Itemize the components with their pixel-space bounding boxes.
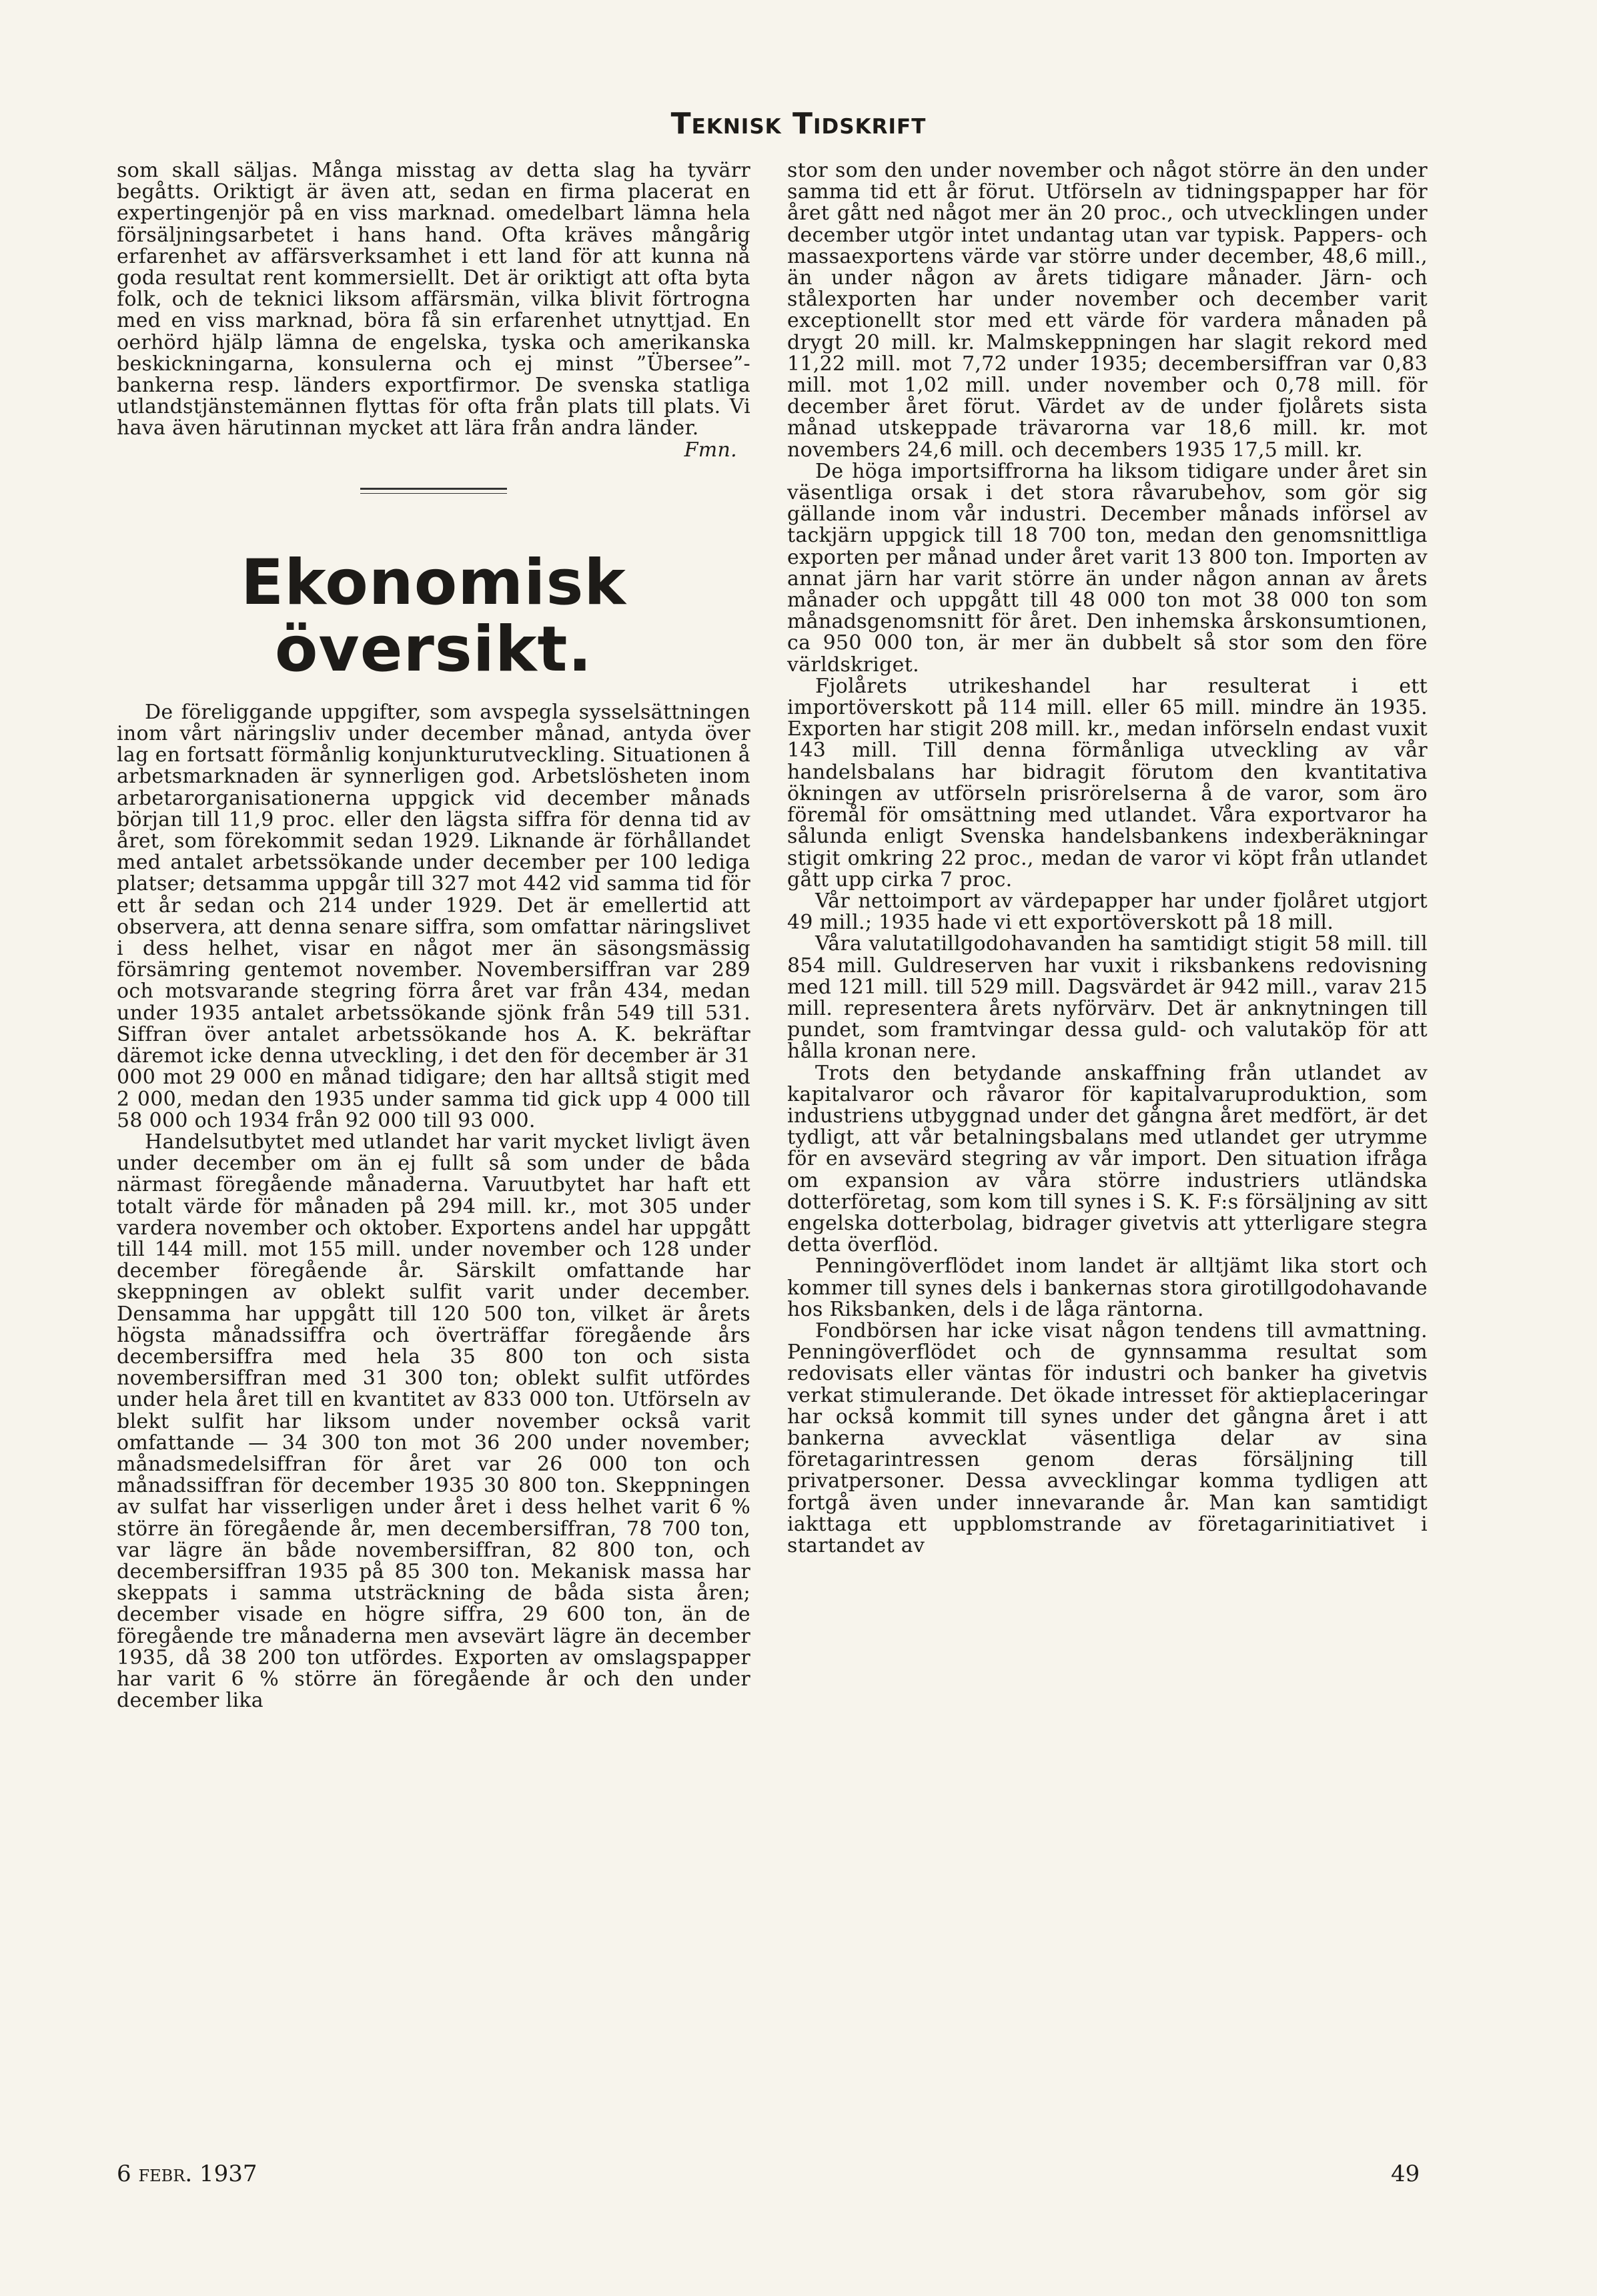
issue-date: 6 febr. 1937 xyxy=(117,2161,257,2187)
article-paragraph: Penningöverflödet inom landet är alltjämt lika stort och kommer till synes dels i bankernas stora girotillgodohavande hos Riksbanken, dels i de låga räntorna. xyxy=(787,1254,1428,1321)
article-paragraph: Trots den betydande anskaffning från utlandet av kapitalvaror och råvaror för kapitalvaruproduktion, som industriens utbyggnad under det gångna året medfört, är det tydligt, att vår betalningsbalans med utlandet ger utrymme för en avsevärd stegring av vår import. Den situation ifråga om expansion av våra större industriers utländska dotterföretag, som kom till synes i S. K. F:s försäljning av sitt engelska dotterbolag, bidrager givetvis att ytterligare stegra detta överflöd. xyxy=(787,1061,1428,1257)
article-paragraph: Handelsutbytet med utlandet har varit mycket livligt även under december om än ej fullt så som under de båda närmast föregående månaderna. Varuutbytet har haft ett totalt värde för månaden på 294 mill. kr., mot 305 under vardera november och oktober. Exportens andel har uppgått till 144 mill. mot 155 mill. under november och 128 under december föregående år. Särskilt omfattande har skeppningen av oblekt sulfit varit under december. Densamma har uppgått till 120 500 ton, vilket är årets högsta månadssiffra och överträffar föregående års decembersiffra med hela 35 800 ton och sista novembersiffran med 31 300 ton; oblekt sulfit utfördes under hela året till en kvantitet av 833 000 ton. Utförseln av blekt sulfit har liksom under november också varit omfattande — 34 300 ton mot 36 200 under november; månadsmedelsiffran för året var 26 000 ton och månadssiffran för december 1935 30 800 ton. Skeppningen av sulfat har visserligen under året i dess helhet varit 6 % större än föregående år, men decembersiffran, 78 700 ton, var lägre än både novembersiffran, 82 800 ton, och decembersiffran 1935 på 85 300 ton. Mekanisk massa har skeppats i samma utsträckning de båda sista åren; december visade en högre siffra, 29 600 ton, än de föregående tre månaderna men avsevärt lägre än december 1935, då 38 200 ton utfördes. Exporten av omslagspapper har varit 6 % större än föregående år och den under december lika xyxy=(117,1130,750,1713)
left-column xyxy=(117,160,750,1711)
article-paragraph: Våra valutatillgodohavanden ha samtidigt stigit 58 mill. till 854 mill. Guldreserven har vuxit i riksbankens redovisning med 121 mill. till 529 mill. Dagsvärdet är 942 mill., varav 215 mill. representera årets nyförvärv. Det är anknytningen till pundet, som framtvingar dessa guld- och valutaköp för att hålla kronan nere. xyxy=(787,932,1428,1064)
page-number: 49 xyxy=(1391,2161,1420,2187)
intro-signature: Fmn. xyxy=(684,438,737,462)
article-paragraph: Vår nettoimport av värdepapper har under fjolåret utgjort 49 mill.; 1935 hade vi ett exportöverskott på 18 mill. xyxy=(787,889,1428,935)
running-title: Teknisk Tidskrift xyxy=(670,107,927,141)
section-title: Ekonomisk översikt. xyxy=(241,546,626,686)
intro-paragraph-text: som skall säljas. Många misstag av detta slag ha tyvärr begåtts. Oriktigt är även att, sedan en firma placerat en expertingenjör på en viss marknad. omedelbart lämna hela försäljningsarbetet i hans hand. Ofta kräves mångårig erfarenhet av affärsverksamhet i ett land för att kunna nå goda resultat rent kommersiellt. Det är oriktigt att ofta byta folk, och de teknici liksom affärsmän, vilka blivit förtrogna med en viss marknad, böra få sin erfarenhet utnyttjad. En oerhörd hjälp lämna de engelska, tyska och amerikanska beskickningarna, konsulerna och ej minst ”Übersee”-bankerna resp. länders exportfirmor. De svenska statliga utlandstjänstemännen flyttas för ofta från plats till plats. Vi hava även härutinnan mycket att lära från andra länder. xyxy=(117,159,750,440)
article-paragraph: De föreliggande uppgifter, som avspegla sysselsättningen inom vårt näringsliv under december månad, antyda över lag en fortsatt förmånlig konjunkturutveckling. Situationen å arbetsmarknaden är synnerligen god. Arbetslösheten inom arbetarorganisationerna uppgick vid december månads början till 11,9 proc. eller den lägsta siffra för denna tid av året, som förekommit sedan 1929. Liknande är förhållandet med antalet arbetssökande under december per 100 lediga platser; detsamma uppgår till 327 mot 442 vid samma tid för ett år sedan och 214 under 1929. Det är emellertid att observera, att denna senare siffra, som omfattar näringslivet i dess helhet, visar en något mer än säsongsmässig försämring gentemot november. Novembersiffran var 289 och motsvarande stegring förra året var från 434, medan under 1935 antalet arbetssökande sjönk från 549 till 531. Siffran över antalet arbetssökande hos A. K. bekräftar däremot icke denna utveckling, i det den för december är 31 000 mot 29 000 en månad tidigare; den har alltså stigit med 2 000, medan den 1935 under samma tid gick upp 4 000 till 58 000 och 1934 från 92 000 till 93 000. xyxy=(117,700,750,1132)
article-paragraph: Fondbörsen har icke visat någon tendens till avmattning. Penningöverflödet och de gynnsamma resultat som redovisats eller väntas för industri och banker ha givetvis verkat stimulerande. Det ökade intresset för aktieplaceringar har också kommit till synes under det gångna året i att bankerna avvecklat väsentliga delar av sina företagarintressen genom deras försäljning till privatpersoner. Dessa avvecklingar komma tydligen att fortgå även under innevarande år. Man kan samtidigt iakttaga ett uppblomstrande av företagarinitiativet i startandet av xyxy=(787,1318,1428,1557)
section-divider xyxy=(360,488,507,494)
intro-paragraph xyxy=(117,159,750,462)
article-paragraph: Fjolårets utrikeshandel har resulterat i ett importöverskott på 114 mill. eller 65 mill. mindre än 1935. Exporten har stigit 208 mill. kr., medan införseln endast vuxit 143 mill. Till denna förmånliga utveckling av vår handelsbalans har bidragit förutom den kvantitativa ökningen av utförseln prisrörelserna å de varor, som äro föremål för omsättning med utlandet. Våra exportvaror ha sålunda enligt Svenska handelsbankens indexberäkningar stigit omkring 22 proc., medan de varor vi köpt från utlandet gått upp cirka 7 proc. xyxy=(787,674,1428,891)
article-paragraph: De höga importsiffrorna ha liksom tidigare under året sin väsentliga orsak i det stora råvarubehov, som gör sig gällande inom vår industri. December månads införsel av tackjärn uppgick till 18 700 ton, medan den genomsnittliga exporten per månad under året varit 13 800 ton. Importen av annat järn har varit större än under någon annan av årets månader och uppgått till 48 000 ton mot 38 000 ton som månadsgenomsnitt för året. Den inhemska årskonsumtionen, ca 950 000 ton, är mer än dubbelt så stor som den före världskriget. xyxy=(787,459,1428,677)
article-paragraph: stor som den under november och något större än den under samma tid ett år förut. Utförseln av tidningspapper har för året gått ned något mer än 20 proc., och utvecklingen under december utgör intet undantag utan var typisk. Pappers- och massaexportens värde var större under december, 48,6 mill., än under någon av årets tidigare månader. Järn- och stålexporten har under november och december varit exceptionellt stor med ett värde för vardera månaden på drygt 20 mill. kr. Malmskeppningen har slagit rekord med 11,22 mill. mot 7,72 under 1935; decembersiffran var 0,83 mill. mot 1,02 mill. under november och 0,78 mill. för december året förut. Värdet av de under fjolårets sista månad utskeppade trävarorna var 18,6 mill. kr. mot novembers 24,6 mill. och decembers 1935 17,5 mill. kr. xyxy=(787,159,1428,462)
right-column xyxy=(787,160,1428,1557)
